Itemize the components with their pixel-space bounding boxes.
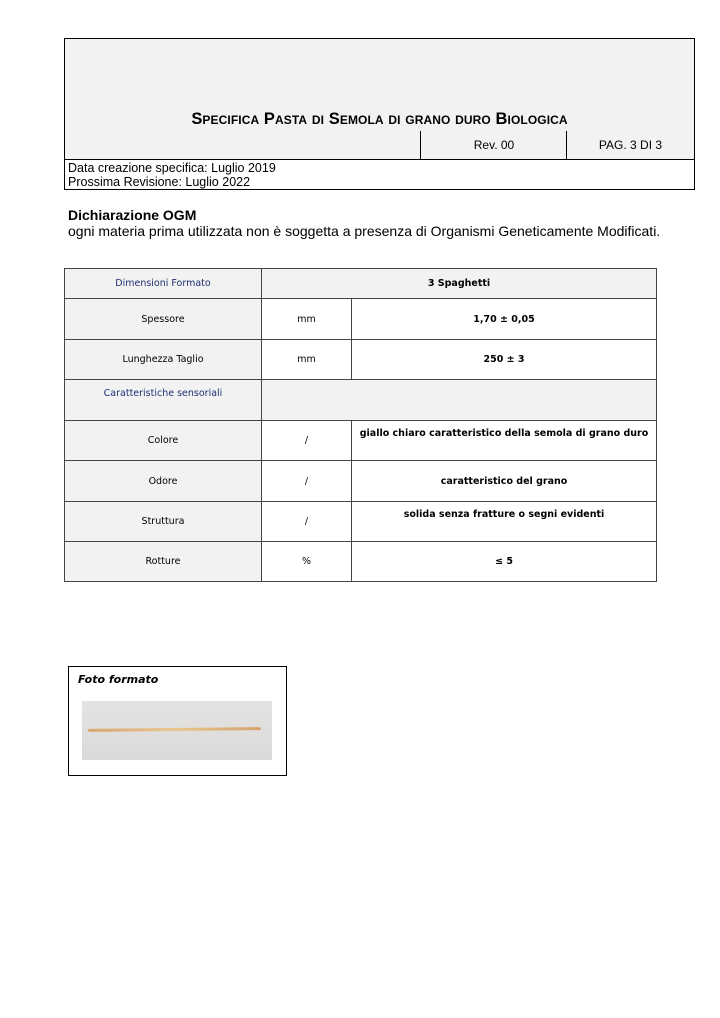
table-row: [65, 340, 657, 380]
photo-box: [68, 666, 287, 776]
revision-number: Rev. 00: [420, 131, 567, 159]
table-row: [65, 542, 657, 582]
sensory-label: Caratteristiche sensoriali: [65, 380, 262, 421]
spaghetti-photo: [82, 701, 272, 760]
spaghetti-strand: [88, 727, 261, 732]
row-unit: %: [262, 542, 352, 582]
row-label: Rotture: [65, 542, 262, 582]
row-label: Spessore: [65, 299, 262, 340]
row-value: giallo chiaro caratteristico della semola di grano duro: [352, 421, 657, 461]
title-cell: [65, 39, 694, 132]
table-row: [65, 269, 657, 299]
table-row: [65, 461, 657, 502]
format-label: Dimensioni Formato: [65, 269, 262, 299]
photo-label: Foto formato: [78, 673, 159, 686]
document-title: Specifica Pasta di Semola di grano duro Biologica: [191, 110, 568, 128]
row-value: ≤ 5: [352, 542, 657, 582]
spec-table: [64, 268, 657, 582]
row-label: Odore: [65, 461, 262, 502]
dates-block: [68, 161, 276, 189]
table-row: [65, 299, 657, 340]
sensory-empty-cell: [262, 380, 657, 421]
creation-date: Data creazione specifica: Luglio 2019: [68, 161, 276, 175]
row-value: 250 ± 3: [352, 340, 657, 380]
row-unit: /: [262, 502, 352, 542]
row-value: 1,70 ± 0,05: [352, 299, 657, 340]
row-unit: mm: [262, 340, 352, 380]
row-unit: /: [262, 461, 352, 502]
row-label: Struttura: [65, 502, 262, 542]
table-row: [65, 502, 657, 542]
ogm-text: ogni materia prima utilizzata non è soggetta a presenza di Organismi Geneticamente Modificati.: [68, 223, 661, 239]
table-row: [65, 380, 657, 421]
table-row: [65, 421, 657, 461]
row-label: Lunghezza Taglio: [65, 340, 262, 380]
row-unit: mm: [262, 299, 352, 340]
page-number: PAG. 3 DI 3: [566, 131, 694, 159]
row-value: caratteristico del grano: [352, 461, 657, 502]
spec-header: [64, 38, 695, 190]
next-revision-date: Prossima Revisione: Luglio 2022: [68, 175, 251, 189]
revision-row: [65, 131, 694, 160]
row-label: Colore: [65, 421, 262, 461]
row-unit: /: [262, 421, 352, 461]
row-value: solida senza fratture o segni evidenti: [352, 502, 657, 542]
ogm-title: Dichiarazione OGM: [68, 207, 197, 223]
format-value: 3 Spaghetti: [262, 269, 657, 299]
